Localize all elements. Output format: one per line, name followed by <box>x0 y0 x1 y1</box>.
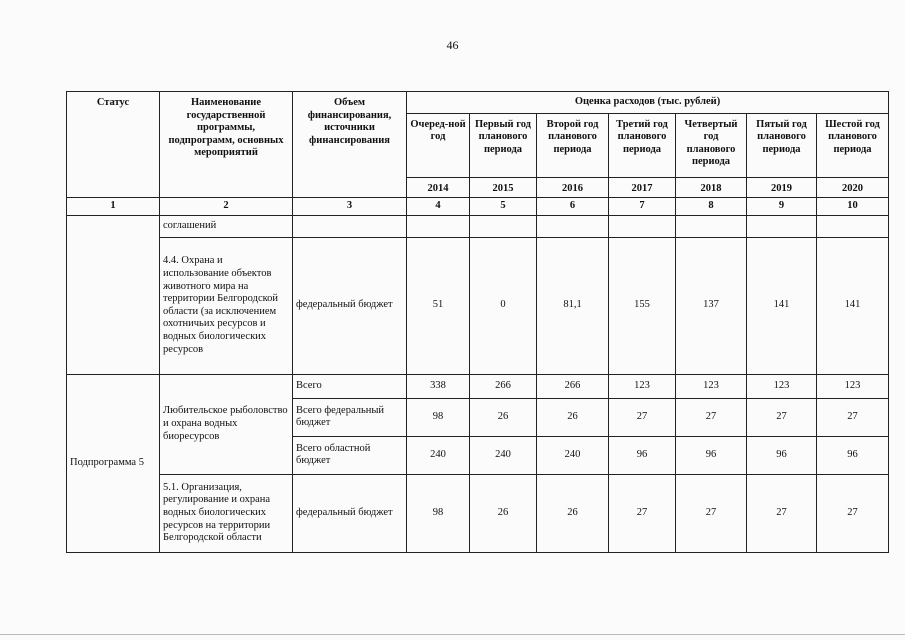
table-row <box>67 474 889 552</box>
value-cell: 26 <box>470 398 537 436</box>
header-period: Четвертый год планового периода <box>676 113 747 177</box>
value-cell: 240 <box>470 436 537 474</box>
value-cell: 266 <box>537 374 609 398</box>
value-cell: 27 <box>747 398 817 436</box>
column-number: 6 <box>537 198 609 216</box>
page-bottom-edge <box>0 634 905 635</box>
header-year: 2016 <box>537 177 609 198</box>
header-period: Второй год планового периода <box>537 113 609 177</box>
header-row <box>67 92 889 114</box>
program-name-cell: 5.1. Организация, регулирование и охрана водных биологических ресурсов на территории Белгородской области <box>160 474 293 552</box>
header-estimate: Оценка расходов (тыс. рублей) <box>407 92 889 114</box>
header-status: Статус <box>67 92 160 198</box>
header-period: Третий год планового периода <box>609 113 676 177</box>
funding-source-cell: Всего федеральный бюджет <box>293 398 407 436</box>
status-cell: Подпрограмма 5 <box>67 374 160 552</box>
value-cell: 96 <box>817 436 889 474</box>
header-period: Пятый год планового периода <box>747 113 817 177</box>
value-cell: 27 <box>676 474 747 552</box>
value-cell: 0 <box>470 237 537 374</box>
page-number: 46 <box>446 38 459 52</box>
value-cell: 96 <box>747 436 817 474</box>
column-number: 10 <box>817 198 889 216</box>
column-number: 1 <box>67 198 160 216</box>
table-row <box>67 374 889 398</box>
table-row <box>67 237 889 374</box>
value-cell: 123 <box>817 374 889 398</box>
value-cell: 141 <box>817 237 889 374</box>
column-number: 7 <box>609 198 676 216</box>
header-year: 2020 <box>817 177 889 198</box>
value-cell: 137 <box>676 237 747 374</box>
value-cell: 27 <box>609 474 676 552</box>
column-numbers-row <box>67 198 889 216</box>
column-number: 2 <box>160 198 293 216</box>
header-period: Первый год планового периода <box>470 113 537 177</box>
value-cell: 123 <box>609 374 676 398</box>
table-row <box>67 215 889 237</box>
value-cell: 240 <box>537 436 609 474</box>
value-cell: 26 <box>537 474 609 552</box>
program-name-cell: 4.4. Охрана и использование объектов животного мира на территории Белгородской области (за исключением охотничьих ресурсов и водных биологических ресурсов <box>160 237 293 374</box>
program-name-cell: соглашений <box>160 215 293 237</box>
header-period: Очеред-ной год <box>407 113 470 177</box>
column-number: 9 <box>747 198 817 216</box>
value-cell: 98 <box>407 398 470 436</box>
status-cell-empty <box>67 215 160 374</box>
funding-source-cell: федеральный бюджет <box>293 237 407 374</box>
header-year: 2015 <box>470 177 537 198</box>
value-cell: 266 <box>470 374 537 398</box>
header-year: 2018 <box>676 177 747 198</box>
budget-table <box>66 91 889 553</box>
value-cell: 123 <box>747 374 817 398</box>
header-year: 2017 <box>609 177 676 198</box>
header-year: 2014 <box>407 177 470 198</box>
value-cell: 27 <box>747 474 817 552</box>
column-number: 4 <box>407 198 470 216</box>
value-cell: 27 <box>609 398 676 436</box>
value-cell: 27 <box>817 398 889 436</box>
header-period: Шестой год планового периода <box>817 113 889 177</box>
value-cell: 96 <box>609 436 676 474</box>
column-number: 5 <box>470 198 537 216</box>
value-cell: 141 <box>747 237 817 374</box>
value-cell: 27 <box>817 474 889 552</box>
value-cell: 155 <box>609 237 676 374</box>
value-cell: 338 <box>407 374 470 398</box>
header-year: 2019 <box>747 177 817 198</box>
funding-source-cell: Всего <box>293 374 407 398</box>
value-cell: 81,1 <box>537 237 609 374</box>
value-cell: 51 <box>407 237 470 374</box>
program-name-cell: Любительское рыболовство и охрана водных биоресурсов <box>160 374 293 474</box>
value-cell: 240 <box>407 436 470 474</box>
value-cell: 96 <box>676 436 747 474</box>
header-funding: Объем финансирования, источники финансирования <box>293 92 407 198</box>
value-cell: 26 <box>537 398 609 436</box>
value-cell: 26 <box>470 474 537 552</box>
value-cell: 27 <box>676 398 747 436</box>
column-number: 3 <box>293 198 407 216</box>
column-number: 8 <box>676 198 747 216</box>
value-cell: 98 <box>407 474 470 552</box>
value-cell: 123 <box>676 374 747 398</box>
header-name: Наименование государственной программы, подпрограмм, основных мероприятий <box>160 92 293 198</box>
funding-source-cell: федеральный бюджет <box>293 474 407 552</box>
funding-source-cell: Всего областной бюджет <box>293 436 407 474</box>
